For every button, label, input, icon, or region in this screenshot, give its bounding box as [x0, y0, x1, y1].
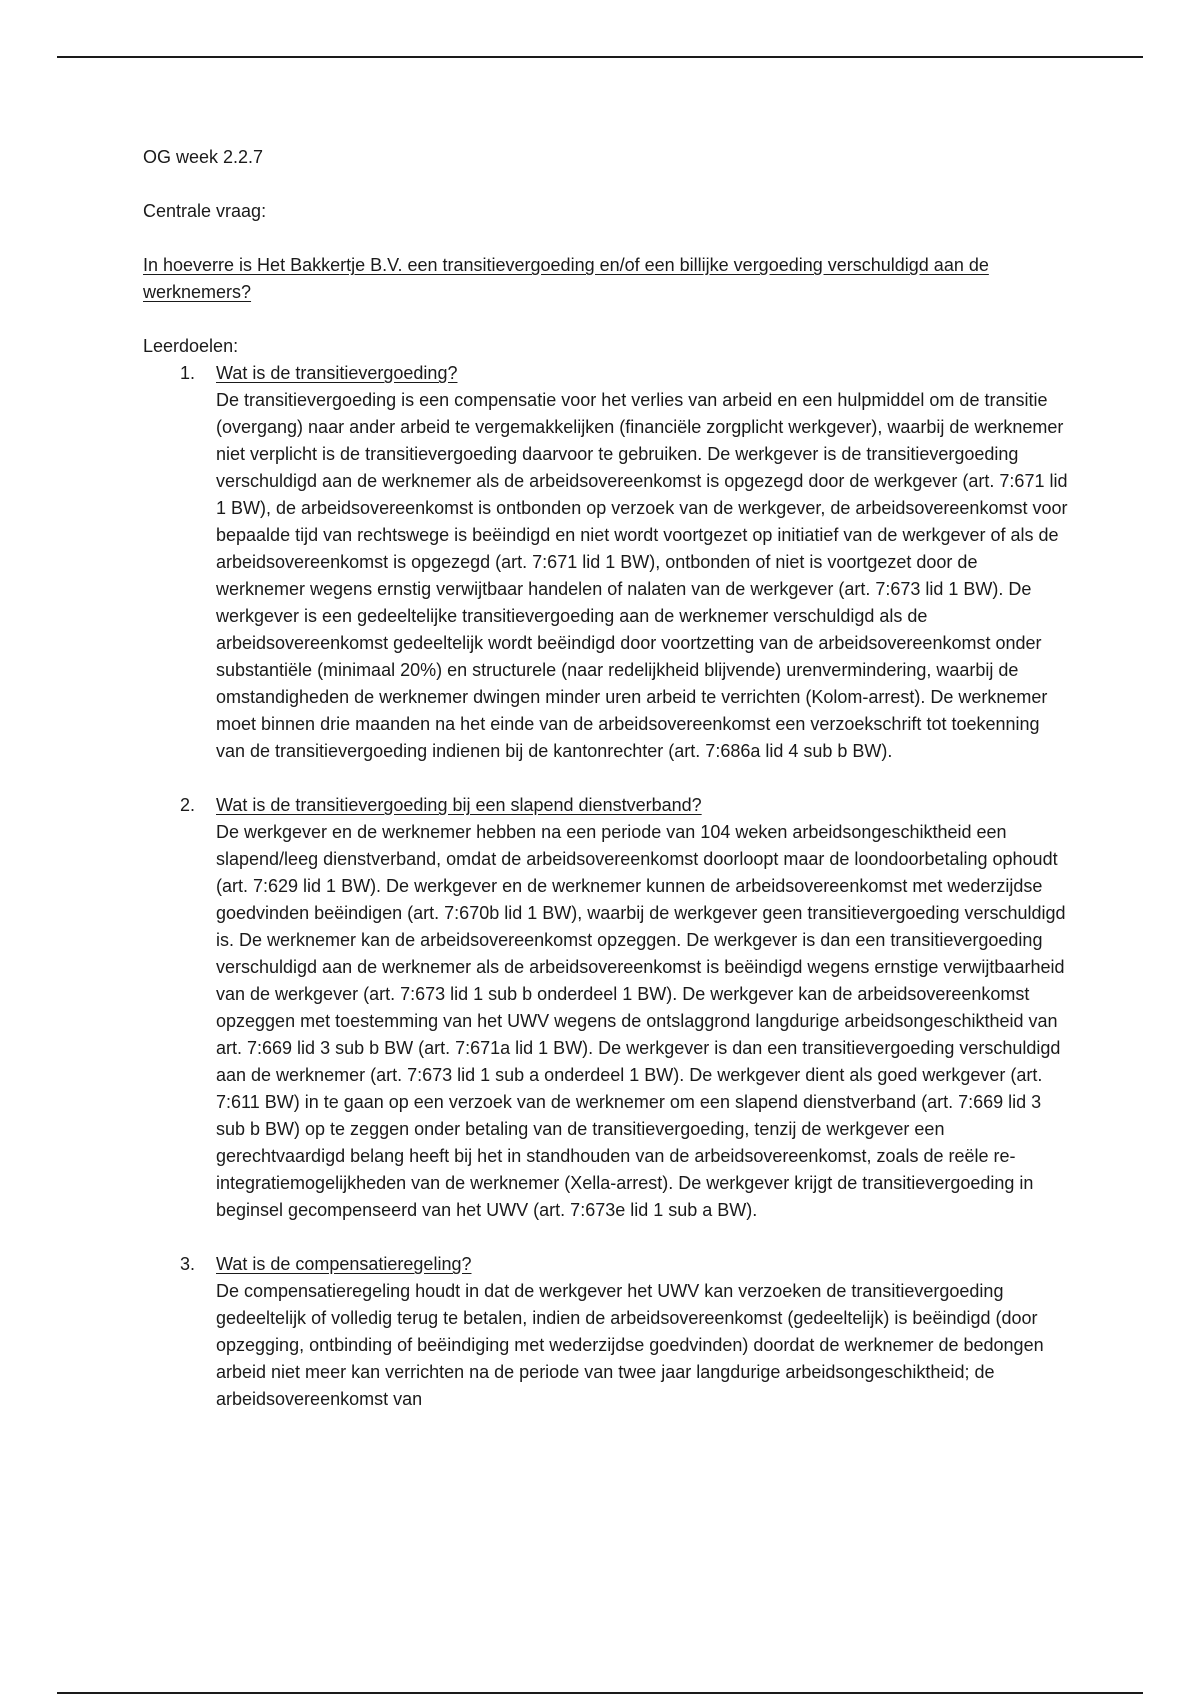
- footer-rule: [57, 1692, 1143, 1694]
- goal-number: 1.: [180, 363, 196, 383]
- goal-number: 3.: [180, 1254, 196, 1274]
- document-page: [143, 144, 1073, 1440]
- learning-goals-list: [143, 360, 1073, 1413]
- header-rule: [57, 56, 1143, 58]
- goal-heading: Wat is de compensatieregeling?: [216, 1254, 472, 1274]
- goal-heading: Wat is de transitievergoeding?: [216, 363, 458, 383]
- learning-goal-2: [143, 792, 1073, 1224]
- central-question: In hoeverre is Het Bakkertje B.V. een transitievergoeding en/of een billijke vergoeding verschuldigd aan de werknemers?: [143, 255, 989, 302]
- document-title: OG week 2.2.7: [143, 147, 264, 167]
- learning-goal-3: [143, 1251, 1073, 1413]
- learning-goals-label: Leerdoelen:: [143, 336, 239, 356]
- goal-body: De compensatieregeling houdt in dat de werkgever het UWV kan verzoeken de transitievergoeding gedeeltelijk of volledig terug te betalen, indien de arbeidsovereenkomst (gedeeltelijk) is beëindigd (door opzegging, ontbinding of beëindiging met wederzijdse goedvinden) doordat de werknemer de bedongen arbeid niet meer kan verrichten na de periode van twee jaar langdurige arbeidsongeschiktheid; de arbeidsovereenkomst van: [216, 1281, 1044, 1409]
- goal-body: De werkgever en de werknemer hebben na een periode van 104 weken arbeidsongeschiktheid een slapend/leeg dienstverband, omdat de arbeidsovereenkomst doorloopt maar de loondoorbetaling ophoudt (art. 7:629 lid 1 BW). De werkgever en de werknemer kunnen de arbeidsovereenkomst met wederzijdse goedvinden beëindigen (art. 7:670b lid 1 BW), waarbij de werkgever geen transitievergoeding verschuldigd is. De werknemer kan de arbeidsovereenkomst opzeggen. De werkgever is dan een transitievergoeding verschuldigd aan de werknemer als de arbeidsovereenkomst is beëindigd wegens ernstige verwijtbaarheid van de werkgever (art. 7:673 lid 1 sub b onderdeel 1 BW). De werkgever kan de arbeidsovereenkomst opzeggen met toestemming van het UWV wegens de ontslaggrond langdurige arbeidsongeschiktheid van art. 7:669 lid 3 sub b BW (art. 7:671a lid 1 BW). De werkgever is dan een transitievergoeding verschuldigd aan de werknemer (art. 7:673 lid 1 sub a onderdeel 1 BW). De werkgever dient als goed werkgever (art. 7:611 BW) in te gaan op een verzoek van de werknemer om een slapend dienstverband (art. 7:669 lid 3 sub b BW) op te zeggen onder betaling van de transitievergoeding, tenzij de werkgever een gerechtvaardigd belang heeft bij het in standhouden van de arbeidsovereenkomst, zoals de reële re-integratiemogelijkheden van de werknemer (Xella-arrest). De werkgever krijgt de transitievergoeding in beginsel gecompenseerd van het UWV (art. 7:673e lid 1 sub a BW).: [216, 822, 1066, 1220]
- learning-goal-1: [143, 360, 1073, 765]
- goal-number: 2.: [180, 795, 196, 815]
- goal-heading: Wat is de transitievergoeding bij een slapend dienstverband?: [216, 795, 702, 815]
- goal-body: De transitievergoeding is een compensatie voor het verlies van arbeid en een hulpmiddel om de transitie (overgang) naar ander arbeid te vergemakkelijken (financiële zorgplicht werkgever), waarbij de werknemer niet verplicht is de transitievergoeding daarvoor te gebruiken. De werkgever is de transitievergoeding verschuldigd aan de werknemer als de arbeidsovereenkomst is opgezegd door de werkgever (art. 7:671 lid 1 BW), de arbeidsovereenkomst is ontbonden op verzoek van de werkgever, de arbeidsovereenkomst voor bepaalde tijd van rechtswege is beëindigd en niet wordt voortgezet op initiatief van de werkgever of als de arbeidsovereenkomst is opgezegd (art. 7:671 lid 1 BW), ontbonden of niet is voortgezet door de werknemer wegens ernstig verwijtbaar handelen of nalaten van de werkgever (art. 7:673 lid 1 BW). De werkgever is een gedeeltelijke transitievergoeding aan de werknemer verschuldigd als de arbeidsovereenkomst gedeeltelijk wordt beëindigd door voortzetting van de arbeidsovereenkomst onder substantiële (minimaal 20%) en structurele (naar redelijkheid blijvende) urenvermindering, waarbij de omstandigheden de werknemer dwingen minder uren arbeid te verrichten (Kolom-arrest). De werknemer moet binnen drie maanden na het einde van de arbeidsovereenkomst een verzoekschrift tot toekenning van de transitievergoeding indienen bij de kantonrechter (art. 7:686a lid 4 sub b BW).: [216, 390, 1068, 761]
- central-question-label: Centrale vraag:: [143, 201, 267, 221]
